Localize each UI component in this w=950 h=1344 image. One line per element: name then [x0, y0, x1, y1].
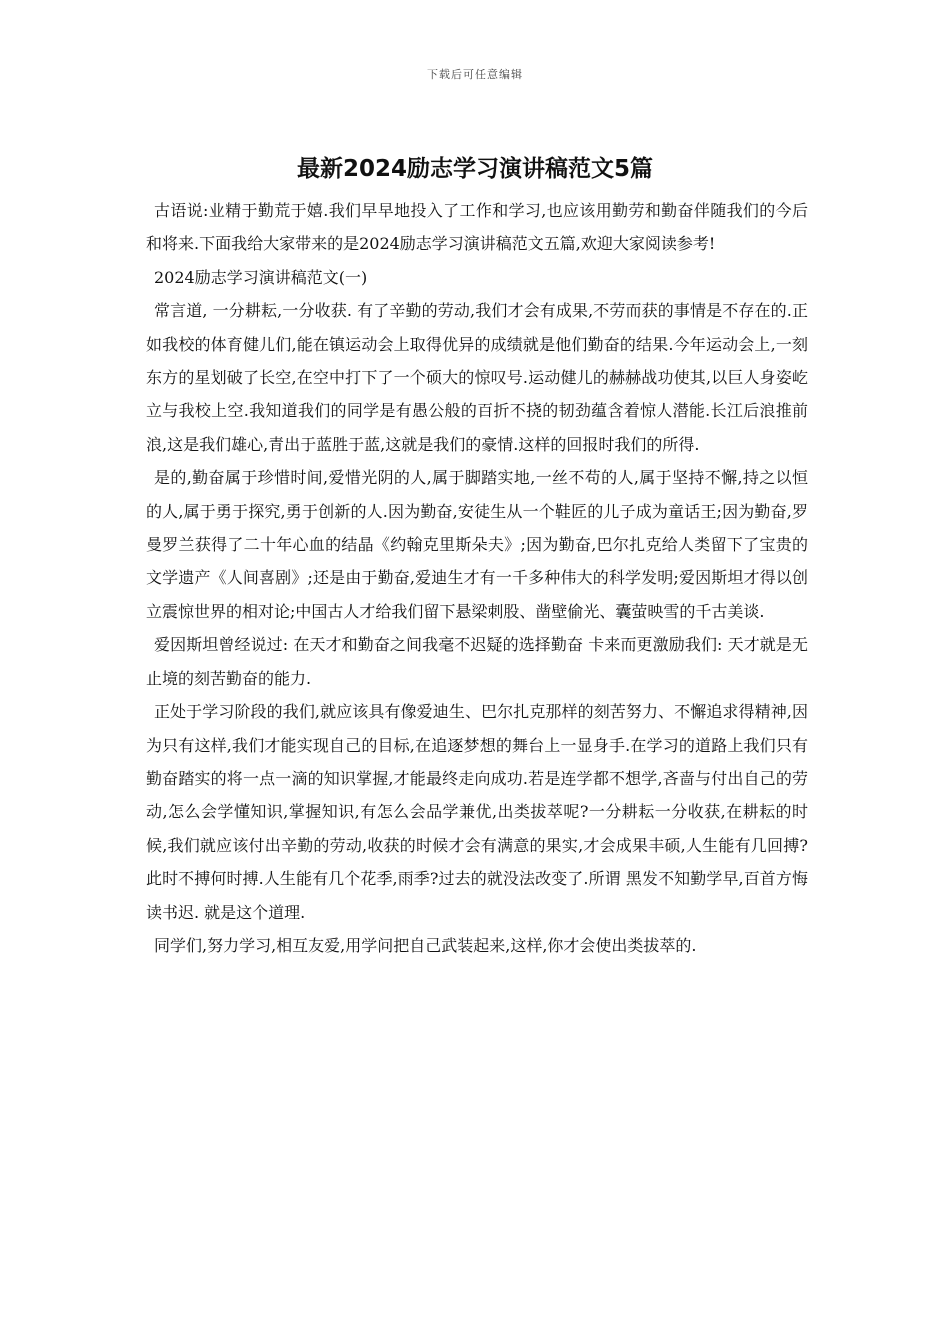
page-header-note: 下载后可任意编辑 — [427, 68, 523, 81]
section-heading: 2024励志学习演讲稿范文(一) — [154, 267, 368, 287]
body-paragraph: 是的,勤奋属于珍惜时间,爱惜光阴的人,属于脚踏实地,一丝不苟的人,属于坚持不懈,持之以恒的人,属于勇于探究,勇于创新的人.因为勤奋,安徒生从一个鞋匠的儿子成为童话王;因为勤奋,罗曼罗兰获得了二十年心血的结晶《约翰克里斯朵夫》;因为勤奋,巴尔扎克给人类留下了宝贵的文学遗产《人间喜剧》;还是由于勤奋,爱迪生才有一千多种伟大的科学发明;爱因斯坦才得以创立震惊世界的相对论;中国古人才给我们留下悬梁刺股、凿壁偷光、囊萤映雪的千古美谈. — [146, 468, 808, 621]
document-body — [146, 194, 808, 962]
body-paragraph: 爱因斯坦曾经说过: 在天才和勤奋之间我毫不迟疑的选择勤奋 卡来而更激励我们: 天才就是无止境的刻苦勤奋的能力. — [146, 635, 808, 688]
closing-paragraph: 同学们,努力学习,相互友爱,用学问把自己武装起来,这样,你才会使出类拔萃的. — [154, 935, 697, 955]
body-paragraph: 常言道, 一分耕耘,一分收获. 有了辛勤的劳动,我们才会有成果,不劳而获的事情是不存在的.正如我校的体育健儿们,能在镇运动会上取得优异的成绩就是他们勤奋的结果.今年运动会上,一刻东方的星划破了长空,在空中打下了一个硕大的惊叹号.运动健儿的赫赫战功使其,以巨人身姿屹立与我校上空.我知道我们的同学是有愚公般的百折不挠的韧劲蕴含着惊人潜能.长江后浪推前浪,这是我们雄心,青出于蓝胜于蓝,这就是我们的豪情.这样的回报时我们的所得. — [146, 301, 808, 454]
document-title: 最新2024励志学习演讲稿范文5篇 — [296, 156, 654, 182]
intro-paragraph: 古语说:业精于勤荒于嬉.我们早早地投入了工作和学习,也应该用勤劳和勤奋伴随我们的今后和将来.下面我给大家带来的是2024励志学习演讲稿范文五篇,欢迎大家阅读参考! — [146, 201, 808, 254]
body-paragraph: 正处于学习阶段的我们,就应该具有像爱迪生、巴尔扎克那样的刻苦努力、不懈追求得精神,因为只有这样,我们才能实现自己的目标,在追逐梦想的舞台上一显身手.在学习的道路上我们只有勤奋踏实的将一点一滴的知识掌握,才能最终走向成功.若是连学都不想学,吝啬与付出自己的劳动,怎么会学懂知识,掌握知识,有怎么会品学兼优,出类拔萃呢?一分耕耘一分收获,在耕耘的时候,我们就应该付出辛勤的劳动,收获的时候才会有满意的果实,才会成果丰硕,人生能有几回搏?此时不搏何时搏.人生能有几个花季,雨季?过去的就没法改变了.所谓 黑发不知勤学早,百首方悔读书迟. 就是这个道理. — [146, 702, 808, 922]
